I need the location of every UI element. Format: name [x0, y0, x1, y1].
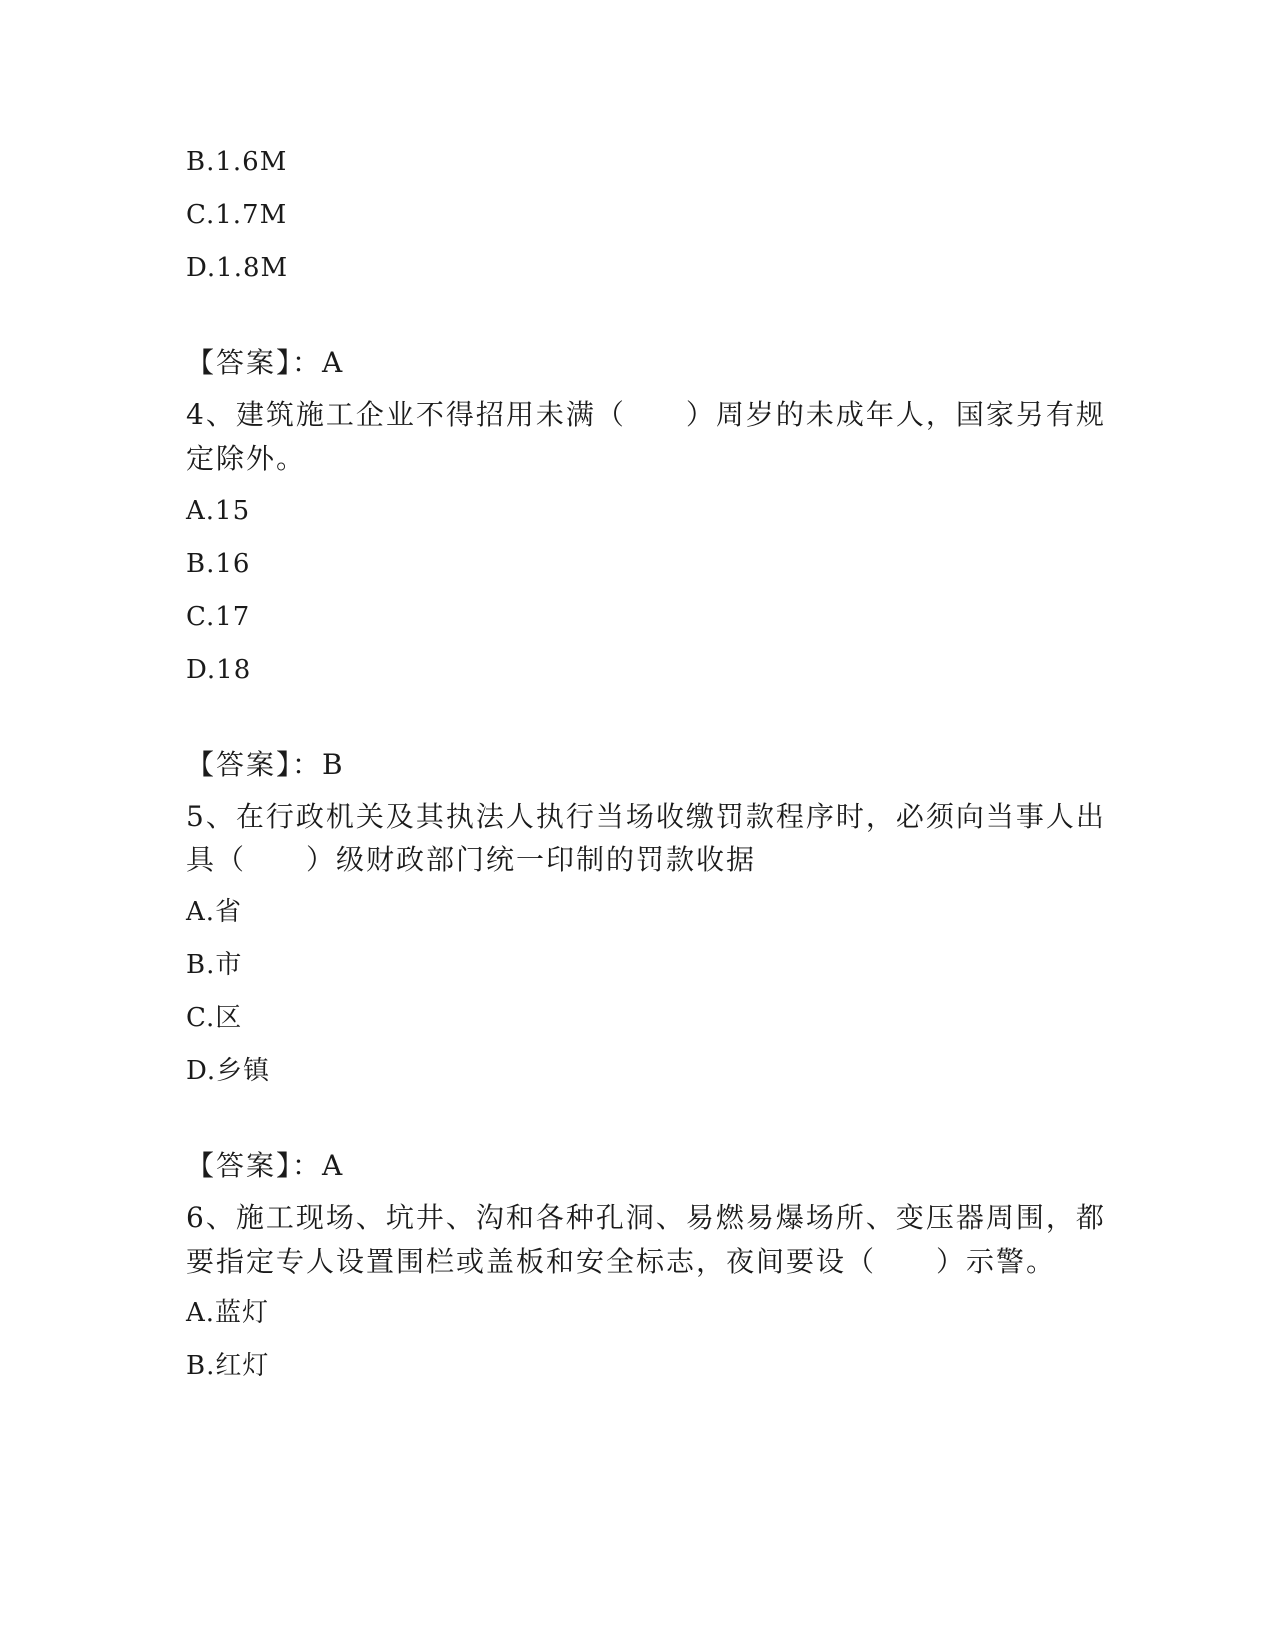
question-4-option-a: A.15 — [186, 496, 251, 526]
answer-3: 【答案】：A — [186, 346, 345, 379]
question-4-line-2: 定除外。 — [186, 442, 307, 475]
question-5-option-d: D.乡镇 — [186, 1056, 271, 1086]
question-6-line-1: 6、施工现场、坑井、沟和各种孔洞、易燃易爆场所、变压器周围，都 — [186, 1201, 1106, 1234]
question-6-option-a: A.蓝灯 — [186, 1298, 270, 1328]
question-5-option-c: C.区 — [186, 1003, 243, 1033]
question-4-line-1: 4、建筑施工企业不得招用未满（ ）周岁的未成年人，国家另有规 — [186, 398, 1106, 431]
answer-4: 【答案】：B — [186, 748, 345, 781]
question-4-option-d: D.18 — [186, 655, 252, 685]
option-c: C.1.7M — [186, 200, 288, 230]
question-5-option-a: A.省 — [186, 897, 243, 927]
question-4-option-c: C.17 — [186, 602, 251, 632]
option-b: B.1.6M — [186, 147, 288, 177]
answer-5: 【答案】：A — [186, 1149, 345, 1182]
question-6-option-b: B.红灯 — [186, 1351, 270, 1381]
option-d: D.1.8M — [186, 253, 289, 283]
question-5-option-b: B.市 — [186, 950, 243, 980]
question-5-line-2: 具（ ）级财政部门统一印制的罚款收据 — [186, 843, 757, 876]
question-5-line-1: 5、在行政机关及其执法人执行当场收缴罚款程序时，必须向当事人出 — [186, 800, 1106, 833]
question-6-line-2: 要指定专人设置围栏或盖板和安全标志，夜间要设（ ）示警。 — [186, 1245, 1057, 1278]
question-4-option-b: B.16 — [186, 549, 251, 579]
